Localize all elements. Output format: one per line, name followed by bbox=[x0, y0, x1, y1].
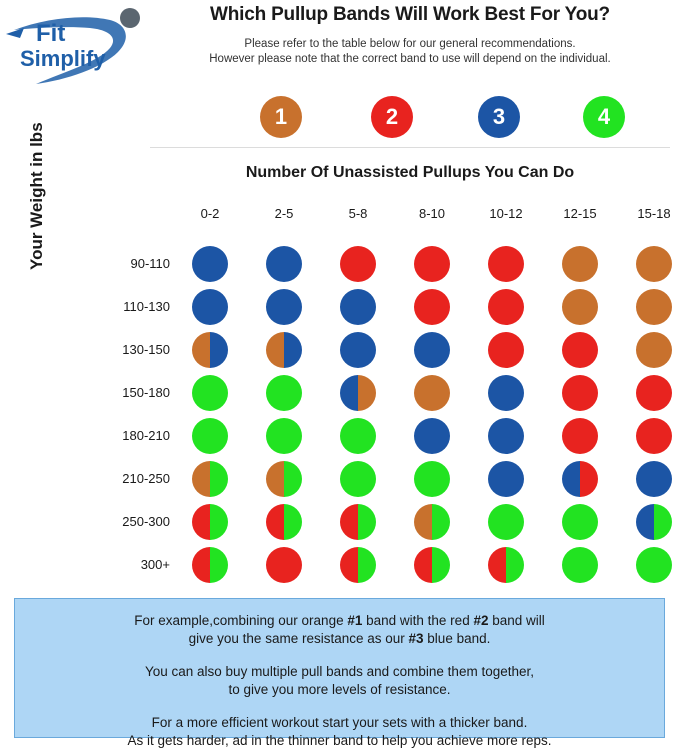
grid-cell bbox=[340, 461, 376, 497]
cell-band-blue bbox=[192, 246, 228, 282]
row-header-300+: 300+ bbox=[140, 557, 170, 572]
cell-band-red bbox=[580, 461, 598, 497]
cell-band-blue bbox=[562, 461, 580, 497]
legend-band-green bbox=[583, 96, 625, 138]
cell-band-green bbox=[266, 418, 302, 454]
cell-band-blue bbox=[340, 332, 376, 368]
grid-cell bbox=[414, 246, 450, 282]
cell-band-blue bbox=[192, 289, 228, 325]
cell-band-blue bbox=[636, 461, 672, 497]
grid-cell bbox=[488, 547, 524, 583]
grid-cell bbox=[636, 547, 672, 583]
brand-logo bbox=[6, 4, 156, 96]
grid-cell bbox=[266, 418, 302, 454]
row-header-90-110: 90-110 bbox=[130, 256, 170, 271]
cell-band-red bbox=[266, 504, 284, 540]
cell-band-blue bbox=[266, 246, 302, 282]
cell-band-green bbox=[488, 504, 524, 540]
cell-band-red bbox=[636, 418, 672, 454]
legend-band-number: 4 bbox=[597, 104, 611, 129]
column-header-15-18: 15-18 bbox=[637, 206, 671, 221]
grid-cell bbox=[340, 418, 376, 454]
cell-band-green bbox=[192, 418, 228, 454]
cell-band-red bbox=[562, 375, 598, 411]
cell-band-red bbox=[488, 547, 506, 583]
cell-band-orange bbox=[562, 289, 598, 325]
grid-cell bbox=[340, 375, 376, 411]
grid-cell bbox=[192, 289, 228, 325]
cell-band-green bbox=[432, 547, 450, 583]
cell-band-orange bbox=[192, 332, 210, 368]
column-header-8-10: 8-10 bbox=[418, 206, 446, 221]
grid-cell bbox=[562, 375, 598, 411]
grid-cell bbox=[414, 461, 450, 497]
grid-cell bbox=[340, 332, 376, 368]
cell-band-green bbox=[358, 504, 376, 540]
legend-band-number: 1 bbox=[274, 104, 288, 129]
grid-cell bbox=[192, 332, 228, 368]
grid-cell bbox=[488, 289, 524, 325]
footer-note bbox=[14, 598, 665, 748]
cell-band-blue bbox=[340, 289, 376, 325]
note-line4: to give you more levels of resistance. bbox=[228, 682, 451, 697]
cell-band-green bbox=[414, 461, 450, 497]
cell-band-red bbox=[488, 246, 524, 282]
header-subtitle-line1: Please refer to the table below for our general recommendations. bbox=[244, 38, 576, 50]
cell-band-red bbox=[340, 547, 358, 583]
cell-band-red bbox=[192, 547, 210, 583]
cell-band-green bbox=[358, 547, 376, 583]
cell-band-red bbox=[192, 504, 210, 540]
cell-band-red bbox=[414, 289, 450, 325]
grid-cell bbox=[562, 547, 598, 583]
cell-band-blue bbox=[636, 504, 654, 540]
cell-band-green bbox=[210, 547, 228, 583]
grid-cell bbox=[266, 289, 302, 325]
column-header-0-2: 0-2 bbox=[200, 206, 220, 221]
grid-cell bbox=[636, 418, 672, 454]
grid-cell bbox=[562, 418, 598, 454]
grid-cell bbox=[562, 246, 598, 282]
grid-cell bbox=[340, 504, 376, 540]
cell-band-blue bbox=[414, 418, 450, 454]
legend-band-red bbox=[371, 96, 413, 138]
row-axis-title: Your Weight in lbs bbox=[27, 122, 46, 270]
grid-cell bbox=[636, 461, 672, 497]
grid-cell bbox=[636, 375, 672, 411]
legend-divider bbox=[150, 147, 670, 148]
row-header-150-180: 150-180 bbox=[122, 385, 170, 400]
grid-cell bbox=[488, 246, 524, 282]
grid-cell bbox=[488, 461, 524, 497]
grid-cell bbox=[192, 504, 228, 540]
grid-cell bbox=[192, 461, 228, 497]
cell-band-green bbox=[284, 461, 302, 497]
cell-band-blue bbox=[340, 375, 358, 411]
cell-band-orange bbox=[358, 375, 376, 411]
brand-name-line1: Fit bbox=[36, 20, 66, 47]
grid-cell bbox=[192, 246, 228, 282]
note-line1a: For example,combining our orange bbox=[134, 613, 348, 628]
grid-cell bbox=[340, 246, 376, 282]
grid-cell bbox=[414, 504, 450, 540]
cell-band-green bbox=[340, 418, 376, 454]
note-line3: You can also buy multiple pull bands and combine them together, bbox=[144, 664, 534, 679]
cell-band-orange bbox=[636, 332, 672, 368]
cell-band-green bbox=[636, 547, 672, 583]
band-recommendation-grid bbox=[60, 206, 670, 586]
cell-band-red bbox=[562, 332, 598, 368]
cell-band-blue bbox=[266, 289, 302, 325]
cell-band-green bbox=[432, 504, 450, 540]
cell-band-red bbox=[488, 332, 524, 368]
cell-band-blue bbox=[488, 461, 524, 497]
cell-band-green bbox=[266, 375, 302, 411]
cell-band-green bbox=[210, 504, 228, 540]
row-header-250-300: 250-300 bbox=[122, 514, 170, 529]
grid-cell bbox=[562, 289, 598, 325]
grid-cell bbox=[414, 375, 450, 411]
cell-band-orange bbox=[414, 504, 432, 540]
cell-band-red bbox=[488, 289, 524, 325]
note-line2c: blue band. bbox=[423, 631, 491, 646]
cell-band-red bbox=[266, 547, 302, 583]
cell-band-green bbox=[506, 547, 524, 583]
grid-cell bbox=[414, 289, 450, 325]
grid-cell bbox=[266, 547, 302, 583]
grid-cell bbox=[414, 332, 450, 368]
cell-band-green bbox=[654, 504, 672, 540]
cell-band-blue bbox=[488, 418, 524, 454]
cell-band-blue bbox=[284, 332, 302, 368]
note-paragraph-1 bbox=[15, 612, 664, 648]
grid-cell bbox=[488, 504, 524, 540]
row-header-210-250: 210-250 bbox=[122, 471, 170, 486]
cell-band-red bbox=[562, 418, 598, 454]
column-header-5-8: 5-8 bbox=[348, 206, 368, 221]
cell-band-blue bbox=[414, 332, 450, 368]
cell-band-green bbox=[210, 461, 228, 497]
cell-band-orange bbox=[266, 332, 284, 368]
note-line5: For a more efficient workout start your sets with a thicker band. bbox=[151, 715, 528, 730]
row-header-130-150: 130-150 bbox=[122, 342, 170, 357]
grid-cell bbox=[414, 547, 450, 583]
cell-band-orange bbox=[414, 375, 450, 411]
grid-cell bbox=[636, 289, 672, 325]
grid-cell bbox=[488, 375, 524, 411]
grid-cell bbox=[562, 332, 598, 368]
grid-cell bbox=[340, 547, 376, 583]
legend-band-number: 3 bbox=[492, 104, 506, 129]
legend-band-orange bbox=[260, 96, 302, 138]
page-title: Which Pullup Bands Will Work Best For You? bbox=[210, 4, 610, 25]
cell-band-orange bbox=[636, 246, 672, 282]
cell-band-green bbox=[562, 547, 598, 583]
grid-cell bbox=[266, 246, 302, 282]
grid-cell bbox=[488, 332, 524, 368]
grid-cell bbox=[414, 418, 450, 454]
legend-band-blue bbox=[478, 96, 520, 138]
grid-cell bbox=[636, 332, 672, 368]
note-band3-ref: #3 bbox=[408, 631, 424, 646]
note-line1c: band with the red bbox=[362, 613, 474, 628]
cell-band-green bbox=[562, 504, 598, 540]
cell-band-orange bbox=[266, 461, 284, 497]
note-paragraph-2 bbox=[15, 663, 664, 699]
column-axis-title: Number Of Unassisted Pullups You Can Do bbox=[245, 164, 575, 181]
row-header-180-210: 180-210 bbox=[122, 428, 170, 443]
grid-cell bbox=[192, 418, 228, 454]
brand-name-line2: Simplify bbox=[20, 46, 106, 71]
note-line1e: band will bbox=[488, 613, 545, 628]
note-paragraph-3 bbox=[15, 714, 664, 750]
grid-cell bbox=[562, 461, 598, 497]
cell-band-green bbox=[284, 504, 302, 540]
row-header-110-130: 110-130 bbox=[123, 299, 170, 314]
note-line6: As it gets harder, ad in the thinner band to help you achieve more reps. bbox=[127, 733, 552, 748]
cell-band-green bbox=[192, 375, 228, 411]
cell-band-red bbox=[636, 375, 672, 411]
grid-cell bbox=[266, 332, 302, 368]
grid-cell bbox=[488, 418, 524, 454]
grid-cell bbox=[636, 504, 672, 540]
note-line2a: give you the same resistance as our bbox=[188, 631, 409, 646]
grid-cell bbox=[192, 547, 228, 583]
column-header-2-5: 2-5 bbox=[274, 206, 294, 221]
cell-band-red bbox=[340, 504, 358, 540]
note-band1-ref: #1 bbox=[347, 613, 363, 628]
cell-band-orange bbox=[562, 246, 598, 282]
note-band2-ref: #2 bbox=[473, 613, 489, 628]
cell-band-orange bbox=[192, 461, 210, 497]
grid-cell bbox=[266, 375, 302, 411]
header-subtitle-line2: However please note that the correct band to use will depend on the individual. bbox=[209, 53, 611, 65]
column-header-10-12: 10-12 bbox=[489, 206, 523, 221]
cell-band-red bbox=[414, 547, 432, 583]
cell-band-red bbox=[340, 246, 376, 282]
grid-cell bbox=[340, 289, 376, 325]
header bbox=[150, 4, 670, 65]
grid-cell bbox=[266, 504, 302, 540]
column-header-12-15: 12-15 bbox=[563, 206, 597, 221]
legend-band-number: 2 bbox=[385, 104, 399, 129]
grid-cell bbox=[266, 461, 302, 497]
cell-band-blue bbox=[488, 375, 524, 411]
grid-cell bbox=[192, 375, 228, 411]
cell-band-green bbox=[340, 461, 376, 497]
cell-band-orange bbox=[636, 289, 672, 325]
cell-band-blue bbox=[210, 332, 228, 368]
band-legend bbox=[240, 96, 640, 144]
grid-cell bbox=[636, 246, 672, 282]
grid-cell bbox=[562, 504, 598, 540]
cell-band-red bbox=[414, 246, 450, 282]
